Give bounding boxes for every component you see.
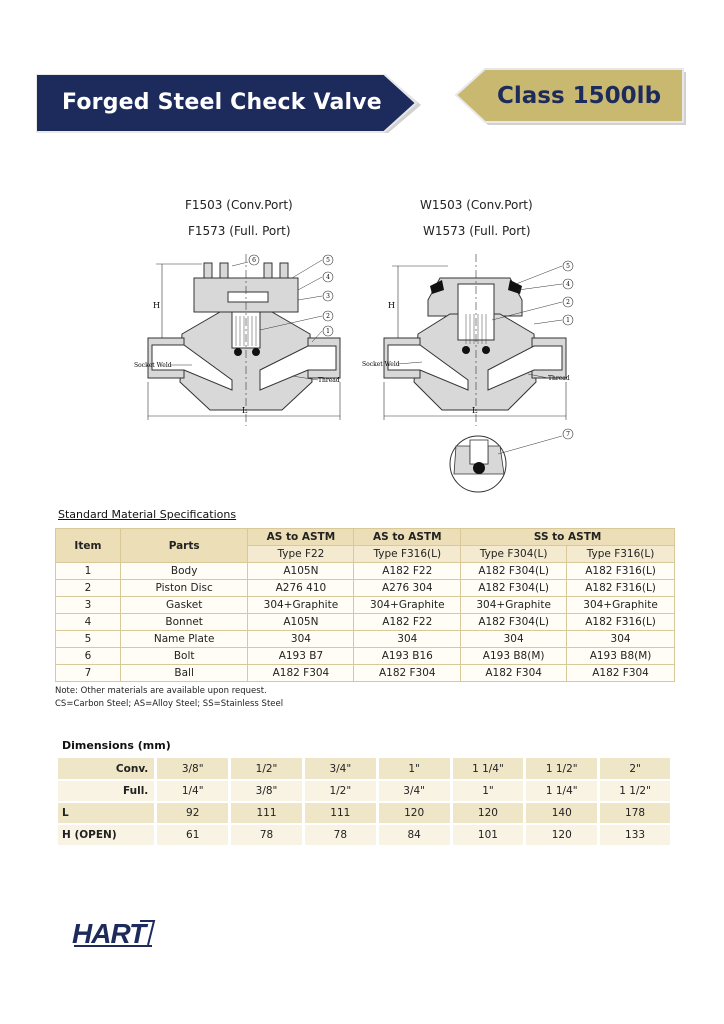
dim-cell: 111 bbox=[303, 802, 377, 824]
table-row bbox=[56, 648, 675, 665]
cell-part: Piston Disc bbox=[120, 580, 248, 597]
cell-material: A105N bbox=[248, 563, 354, 580]
dim-row-conv bbox=[58, 758, 672, 780]
header-group-2: AS to ASTM bbox=[354, 529, 461, 546]
cell-item: 6 bbox=[56, 648, 121, 665]
dim-cell: 101 bbox=[451, 824, 525, 846]
class-label: Class 1500lb bbox=[497, 83, 662, 109]
cell-material: A182 F316(L) bbox=[567, 580, 675, 597]
dim-cell: 1/2" bbox=[303, 780, 377, 802]
table-row bbox=[56, 665, 675, 682]
cell-part: Body bbox=[120, 563, 248, 580]
cell-material: A182 F304(L) bbox=[461, 563, 567, 580]
dim-cell: 78 bbox=[230, 824, 304, 846]
cell-part: Ball bbox=[120, 665, 248, 682]
table-row bbox=[56, 614, 675, 631]
cell-material: A193 B16 bbox=[354, 648, 461, 665]
table-row bbox=[56, 563, 675, 580]
dim-cell: 120 bbox=[451, 802, 525, 824]
header-type-2: Type F316(L) bbox=[354, 546, 461, 563]
cell-material: 304 bbox=[461, 631, 567, 648]
cell-material: A182 F304(L) bbox=[461, 614, 567, 631]
cell-material: A276 304 bbox=[354, 580, 461, 597]
dim-cell: 2" bbox=[599, 758, 672, 780]
materials-header-row bbox=[56, 529, 675, 546]
cell-material: 304 bbox=[354, 631, 461, 648]
dimensions-table bbox=[58, 758, 673, 847]
materials-table bbox=[55, 528, 675, 682]
dim-cell: 3/4" bbox=[377, 780, 451, 802]
callout-5-left: 5 bbox=[326, 257, 330, 264]
dim-l-left: L bbox=[242, 406, 248, 415]
dim-cell: 1/2" bbox=[230, 758, 304, 780]
cell-material: A182 F304(L) bbox=[461, 580, 567, 597]
cell-material: A182 F304 bbox=[248, 665, 354, 682]
dim-cell: 78 bbox=[303, 824, 377, 846]
dim-cell: 1" bbox=[451, 780, 525, 802]
callout-2-left: 2 bbox=[326, 313, 330, 320]
materials-title: Standard Material Specifications bbox=[58, 508, 237, 521]
callout-1-left: 1 bbox=[326, 328, 330, 335]
header-group-1: AS to ASTM bbox=[248, 529, 354, 546]
table-row bbox=[56, 580, 675, 597]
cell-item: 1 bbox=[56, 563, 121, 580]
dim-cell: 1 1/2" bbox=[599, 780, 672, 802]
dim-h-left: H bbox=[153, 301, 160, 310]
dim-cell: 120 bbox=[377, 802, 451, 824]
dim-row-h bbox=[58, 824, 672, 846]
dim-label: Full. bbox=[58, 780, 156, 802]
thread-label-right: Thread bbox=[548, 375, 570, 382]
table-row bbox=[56, 631, 675, 648]
dim-cell: 1 1/4" bbox=[525, 780, 599, 802]
hart-logo bbox=[70, 915, 160, 949]
dimensions-title: Dimensions (mm) bbox=[62, 739, 171, 752]
cell-part: Bonnet bbox=[120, 614, 248, 631]
header-group-3: SS to ASTM bbox=[461, 529, 675, 546]
header-item: Item bbox=[56, 529, 121, 563]
dim-row-full bbox=[58, 780, 672, 802]
cell-material: A276 410 bbox=[248, 580, 354, 597]
dim-cell: 3/8" bbox=[230, 780, 304, 802]
page-title: Forged Steel Check Valve bbox=[62, 90, 382, 115]
cell-item: 7 bbox=[56, 665, 121, 682]
cell-item: 5 bbox=[56, 631, 121, 648]
model-left-line2: F1573 (Full. Port) bbox=[188, 224, 291, 238]
cell-part: Name Plate bbox=[120, 631, 248, 648]
callout-2-right: 2 bbox=[566, 299, 570, 306]
header-type-3: Type F304(L) bbox=[461, 546, 567, 563]
dim-cell: 133 bbox=[599, 824, 672, 846]
cell-item: 2 bbox=[56, 580, 121, 597]
callout-7-right: 7 bbox=[566, 431, 570, 438]
cell-material: 304+Graphite bbox=[354, 597, 461, 614]
cell-part: Bolt bbox=[120, 648, 248, 665]
dim-row-l bbox=[58, 802, 672, 824]
cell-material: A182 F304 bbox=[461, 665, 567, 682]
cell-material: A105N bbox=[248, 614, 354, 631]
callout-6-left: 6 bbox=[252, 257, 256, 264]
materials-note: Note: Other materials are available upon request. bbox=[55, 686, 267, 696]
cell-material: 304+Graphite bbox=[567, 597, 675, 614]
header-parts: Parts bbox=[120, 529, 248, 563]
dim-cell: 92 bbox=[156, 802, 230, 824]
dim-cell: 61 bbox=[156, 824, 230, 846]
dim-label: Conv. bbox=[58, 758, 156, 780]
cell-part: Gasket bbox=[120, 597, 248, 614]
dim-label: L bbox=[58, 802, 156, 824]
dim-cell: 1/4" bbox=[156, 780, 230, 802]
callout-1-right: 1 bbox=[566, 317, 570, 324]
cell-material: 304+Graphite bbox=[461, 597, 567, 614]
dim-cell: 120 bbox=[525, 824, 599, 846]
callout-3-left: 3 bbox=[326, 293, 330, 300]
dim-cell: 1 1/2" bbox=[525, 758, 599, 780]
header-type-1: Type F22 bbox=[248, 546, 354, 563]
cell-material: A182 F304 bbox=[354, 665, 461, 682]
model-left-line1: F1503 (Conv.Port) bbox=[185, 198, 293, 212]
cell-material: A182 F22 bbox=[354, 563, 461, 580]
cell-material: A193 B8(M) bbox=[567, 648, 675, 665]
cell-material: A193 B8(M) bbox=[461, 648, 567, 665]
cell-material: 304 bbox=[567, 631, 675, 648]
dim-cell: 1 1/4" bbox=[451, 758, 525, 780]
dim-label: H (OPEN) bbox=[58, 824, 156, 846]
model-right-line2: W1573 (Full. Port) bbox=[423, 224, 531, 238]
callout-4-right: 4 bbox=[566, 281, 570, 288]
model-right-line1: W1503 (Conv.Port) bbox=[420, 198, 533, 212]
dim-cell: 3/4" bbox=[303, 758, 377, 780]
dim-cell: 84 bbox=[377, 824, 451, 846]
cell-material: 304 bbox=[248, 631, 354, 648]
cell-material: A193 B7 bbox=[248, 648, 354, 665]
dim-l-right: L bbox=[472, 406, 478, 415]
socket-weld-label-left: Socket Weld bbox=[134, 362, 172, 369]
materials-abbreviations: CS=Carbon Steel; AS=Alloy Steel; SS=Stainless Steel bbox=[55, 699, 284, 709]
cell-item: 4 bbox=[56, 614, 121, 631]
table-row bbox=[56, 597, 675, 614]
cell-item: 3 bbox=[56, 597, 121, 614]
dim-cell: 111 bbox=[230, 802, 304, 824]
header-type-4: Type F316(L) bbox=[567, 546, 675, 563]
callout-4-left: 4 bbox=[326, 274, 330, 281]
dim-h-right: H bbox=[388, 301, 395, 310]
socket-weld-label-right: Socket Weld bbox=[362, 361, 400, 368]
dim-cell: 178 bbox=[599, 802, 672, 824]
valve-drawing-welded bbox=[358, 250, 588, 500]
dim-cell: 3/8" bbox=[156, 758, 230, 780]
dim-cell: 1" bbox=[377, 758, 451, 780]
cell-material: A182 F304 bbox=[567, 665, 675, 682]
callout-5-right: 5 bbox=[566, 263, 570, 270]
thread-label-left: Thread bbox=[318, 377, 340, 384]
cell-material: 304+Graphite bbox=[248, 597, 354, 614]
cell-material: A182 F316(L) bbox=[567, 614, 675, 631]
cell-material: A182 F22 bbox=[354, 614, 461, 631]
dim-cell: 140 bbox=[525, 802, 599, 824]
logo-text: HART bbox=[72, 918, 146, 949]
cell-material: A182 F316(L) bbox=[567, 563, 675, 580]
valve-drawing-bolted bbox=[132, 250, 354, 430]
